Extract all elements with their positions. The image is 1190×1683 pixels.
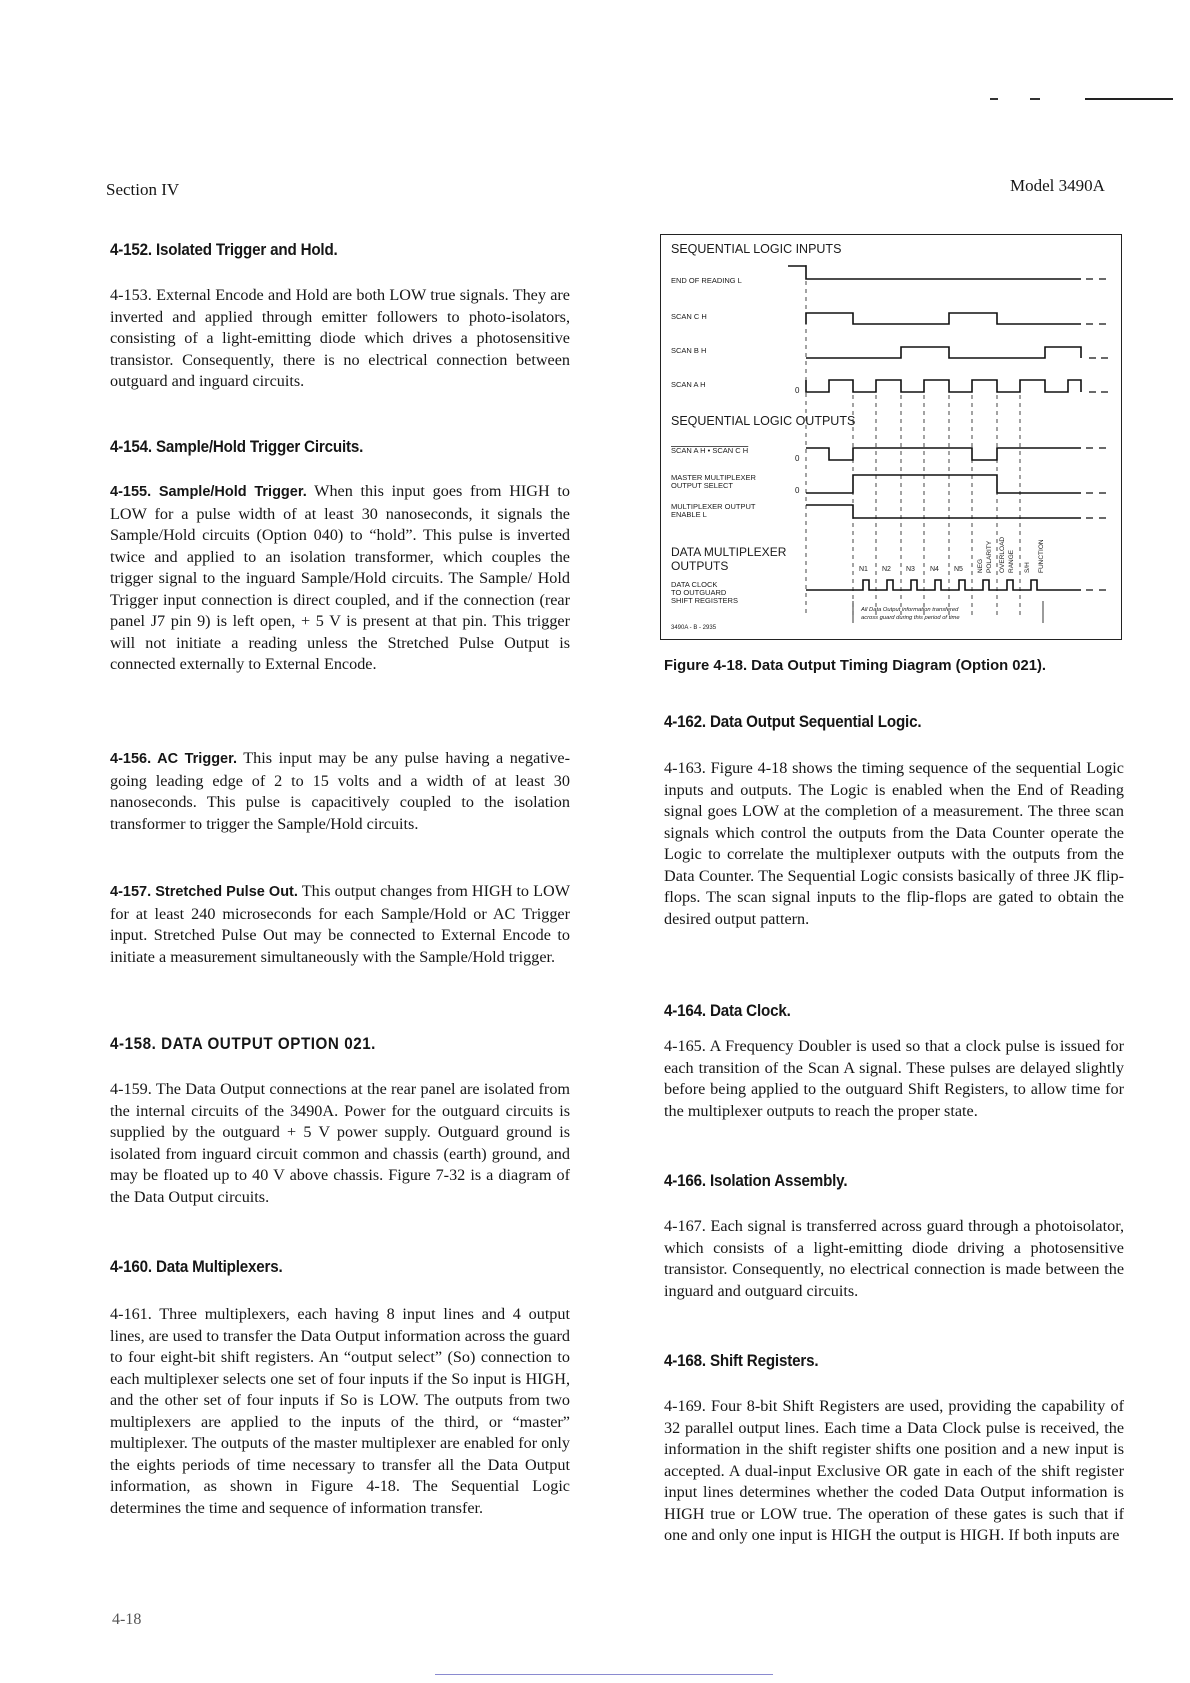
label-scan-b: SCAN B H: [671, 346, 707, 355]
running-header-section: Section IV: [106, 180, 180, 199]
zero-marker: 0: [795, 454, 800, 463]
paragraph-4-167: 4-167. Each signal is transferred across guard through a photoisolator, which consists of a light-emitting diode driving a photosensitive transistor. Consequently, no electrical connection is made between the inguard and outguard circuits.: [664, 1217, 1124, 1300]
note-line-1: All Data Output information transfered: [861, 607, 959, 613]
label-scan-a: SCAN A H: [671, 380, 706, 389]
label-end-of-reading: END OF READING L: [671, 276, 742, 285]
zero-marker: 0: [795, 386, 800, 395]
heading-4-166: 4-166. Isolation Assembly.: [664, 1172, 848, 1190]
label-enable-2: ENABLE L: [671, 510, 707, 519]
figure-code: 3490A - B - 2935: [671, 625, 717, 631]
note-line-2: across guard during this period of time: [861, 615, 960, 621]
slot-label: N2: [882, 566, 891, 573]
wave-master-select: [806, 475, 1081, 493]
paragraph-4-161: 4-161. Three multiplexers, each having 8 input lines and 4 output lines, are used to transfer the Data Output information across the guard to four eight-bit shift registers. An “output select” (So) connection to each multiplexer selects one set of four inputs if the So input is HIGH, and the other set of four inputs if So is LOW. The outputs from two multiplexers are applied to the inputs of the third, or “master” multiplexer. The outputs of the master multiplexer are enabled for only the eights periods of time necessary to transfer all the Data Output information, as shown in Figure 4-18. The Sequential Logic determines the time and sequence of information transfer.: [110, 1305, 570, 1517]
heading-4-152: 4-152. Isolated Trigger and Hold.: [110, 241, 338, 259]
lead-4-155: 4-155. Sample/Hold Trigger.: [110, 484, 307, 500]
inputs-heading: SEQUENTIAL LOGIC INPUTS: [671, 242, 842, 256]
timing-diagram: [661, 235, 1121, 639]
page-number: 4-18: [112, 1611, 142, 1628]
slot-label-vertical: RANGE: [1008, 549, 1015, 573]
body-4-156: This input may be any pulse having a negative-going leading edge of 2 to 15 volts and a width of at least 30 nanoseconds. This pulse is capacitively coupled to the isolation transformer to trigger the Sample/Hold circuits.: [110, 749, 570, 833]
mux-heading-1: DATA MULTIPLEXER: [671, 545, 787, 559]
wave-mux-enable: [806, 505, 1081, 518]
wave-scan-b: [806, 347, 1081, 358]
zero-marker: 0: [795, 486, 800, 495]
paragraph-4-155: [110, 481, 570, 676]
timing-diagram-frame: [660, 234, 1122, 640]
slot-label: N3: [906, 566, 915, 573]
bottom-rule: [435, 1674, 773, 1675]
heading-4-162: 4-162. Data Output Sequential Logic.: [664, 713, 922, 731]
label-scan-c: SCAN C H: [671, 312, 707, 321]
slot-label-vertical: NEG: [977, 558, 984, 573]
heading-4-160: 4-160. Data Multiplexers.: [110, 1258, 283, 1276]
transfer-note: [853, 601, 1043, 623]
paragraph-4-153: 4-153. External Encode and Hold are both LOW true signals. They are inverted and applied through emitter followers to photo-isolators, consisting of a light-emitting diode which drives a photosensitive transistor. Consequently, there is no electrical connection between outguard and inguard circuits.: [110, 286, 570, 390]
paragraph-4-169: 4-169. Four 8-bit Shift Registers are used, providing the capability of 32 parallel output lines. Each time a Data Clock pulse is received, the information in the shift register shifts one position and a new input is accepted. A dual-input Exclusive OR gate in each of the shift register input lines determines whether the coded Data Output information is HIGH true or LOW true. The operation of these gates is such that if one and only one input is HIGH the output is HIGH. If both inputs are: [664, 1397, 1124, 1544]
wave-data-clock: [806, 580, 1081, 590]
label-clock-1: DATA CLOCK: [671, 580, 718, 589]
heading-4-168: 4-168. Shift Registers.: [664, 1352, 819, 1370]
top-rule-dash: [1030, 98, 1040, 100]
paragraph-4-165: 4-165. A Frequency Doubler is used so that a clock pulse is issued for each transition of the Scan A signal. These pulses are delayed slightly before being applied to the outguard Shift Registers, to allow time for the multiplexer outputs to reach the proper state.: [664, 1037, 1124, 1120]
body-4-157: This output changes from HIGH to LOW for at least 240 microseconds for each Sample/Hold or AC Trigger input. Stretched Pulse Out may be connected to External Encode to initiate a measurement simultaneously with the Sample/Hold trigger.: [110, 882, 570, 966]
lead-4-157: 4-157. Stretched Pulse Out.: [110, 884, 298, 900]
label-clock-3: SHIFT REGISTERS: [671, 596, 738, 605]
paragraph-4-159: 4-159. The Data Output connections at the rear panel are isolated from the internal circuits of the 3490A. Power for the outguard circuits is supplied by the outguard + 5 V power supply. Outguard ground is isolated from inguard circuit common and chassis (earth) ground, and may be floated up to 40 V above chassis. Figure 7-32 is a diagram of the Data Output circuits.: [110, 1080, 570, 1206]
label-master-2: OUTPUT SELECT: [671, 481, 733, 490]
heading-4-154: 4-154. Sample/Hold Trigger Circuits.: [110, 438, 364, 456]
slot-label-vertical: S/H: [1024, 562, 1031, 573]
wave-end-of-reading: [788, 266, 1081, 279]
paragraph-4-163: 4-163. Figure 4-18 shows the timing sequence of the sequential Logic inputs and outputs. The Logic is enabled when the End of Reading signal goes LOW at the completion of a measurement. The three scan signals which control the outputs from the Data Counter operate the Logic to correlate the multiplexer outputs with the outputs from the Data Counter. The Sequential Logic consists basically of three JK flip-flops. The scan signal inputs to the flip-flops are gated to obtain the desired output pattern.: [664, 759, 1124, 928]
heading-4-164: 4-164. Data Clock.: [664, 1002, 791, 1020]
slot-label: N4: [930, 566, 939, 573]
mux-heading-2: OUTPUTS: [671, 559, 729, 573]
wave-scan-a-c: [806, 448, 1081, 460]
label-master-1: MASTER MULTIPLEXER: [671, 473, 756, 482]
wave-scan-a: [806, 380, 1081, 392]
label-scan-a-c: SCAN A H • SCAN C H: [671, 446, 749, 455]
heading-4-158: 4-158. DATA OUTPUT OPTION 021.: [110, 1035, 376, 1053]
label-clock-2: TO OUTGUARD: [671, 588, 727, 597]
slot-label-vertical: OVERLOAD: [999, 536, 1006, 573]
slot-label-vertical: FUNCTION: [1038, 539, 1045, 573]
paragraph-4-156: [110, 748, 570, 835]
slot-label: N5: [954, 566, 963, 573]
slot-label: N1: [859, 566, 868, 573]
wave-scan-c: [806, 313, 1081, 324]
slot-label-vertical: POLARITY: [986, 540, 993, 573]
lead-4-156: 4-156. AC Trigger.: [110, 751, 237, 767]
body-4-155: When this input goes from HIGH to LOW for a pulse width of at least 30 nanoseconds, it signals the Sample/Hold circuits (Option 040) to “hold”. This pulse is inverted twice and applied to an isolation transformer, which couples the trigger signal to the inguard Sample/Hold circuits. The Sample/ Hold Trigger input connection is direct coupled, and if the connection (rear panel J7 pin 9) is left open, + 5 V is present at that pin. This trigger will not initiate a reading unless the Stretched Pulse Output is connected externally to External Encode.: [110, 482, 571, 673]
top-rule-dash: [990, 98, 998, 100]
waveforms: [788, 266, 1108, 590]
paragraph-4-157: [110, 881, 570, 968]
label-enable-1: MULTIPLEXER OUTPUT: [671, 502, 756, 511]
figure-caption: Figure 4-18. Data Output Timing Diagram (Option 021).: [664, 658, 1047, 674]
running-header-model: Model 3490A: [1010, 176, 1105, 195]
top-rule: [1085, 98, 1173, 100]
outputs-heading: SEQUENTIAL LOGIC OUTPUTS: [671, 414, 856, 428]
